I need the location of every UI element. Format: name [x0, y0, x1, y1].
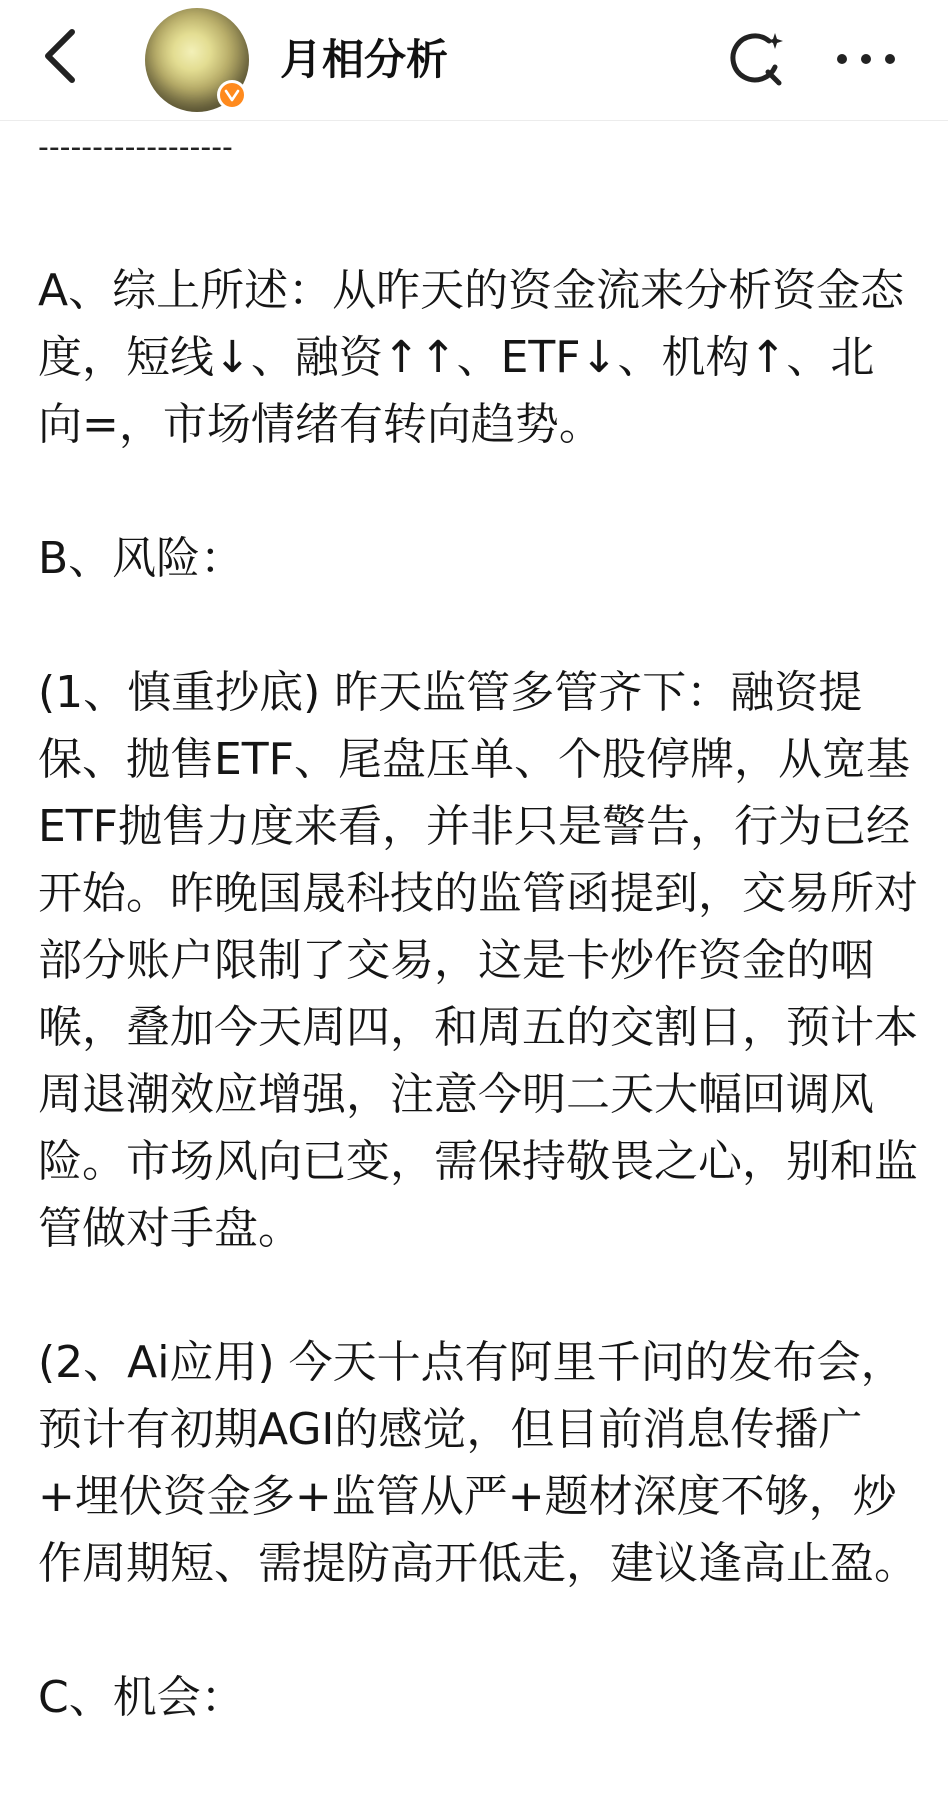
risk-item-2: (2、Ai应用) 今天十点有阿里千问的发布会，预计有初期AGI的感觉，但目前消息传播广+埋伏资金多+监管从严+题材深度不够，炒作周期短、需提防高开低走，建议逢高止盈。	[38, 1337, 918, 1589]
chevron-left-icon	[40, 28, 80, 84]
search-button[interactable]	[722, 26, 788, 92]
risk-item-1: (1、慎重抄底) 昨天监管多管齐下：融资提保、抛售ETF、尾盘压单、个股停牌，从宽基ETF抛售力度来看，并非只是警告，行为已经开始。昨晚国晟科技的监管函提到，交易所对部分账户限制了交易，这是卡炒作资金的咽喉，叠加今天周四，和周五的交割日，预计本周退潮效应增强，注意今明二天大幅回调风险。市场风向已变，需保持敬畏之心，别和监管做对手盘。	[38, 667, 918, 1254]
article-body	[38, 124, 918, 1731]
text-divider: ------------------	[38, 130, 233, 165]
verified-badge-icon	[217, 80, 247, 110]
opportunity-heading: C、机会：	[38, 1672, 245, 1723]
account-name[interactable]: 月相分析	[280, 35, 449, 84]
summary-paragraph: A、综上所述：从昨天的资金流来分析资金态度，短线↓、融资↑↑、ETF↓、机构↑、北向=，市场情绪有转向趋势。	[38, 265, 905, 450]
back-button[interactable]	[28, 24, 92, 88]
top-navigation-bar	[0, 0, 948, 121]
risk-heading: B、风险：	[38, 533, 245, 584]
more-options-button[interactable]	[830, 26, 902, 92]
avatar[interactable]	[145, 8, 249, 112]
search-sparkle-icon	[723, 27, 787, 91]
more-dots-icon	[834, 51, 898, 67]
